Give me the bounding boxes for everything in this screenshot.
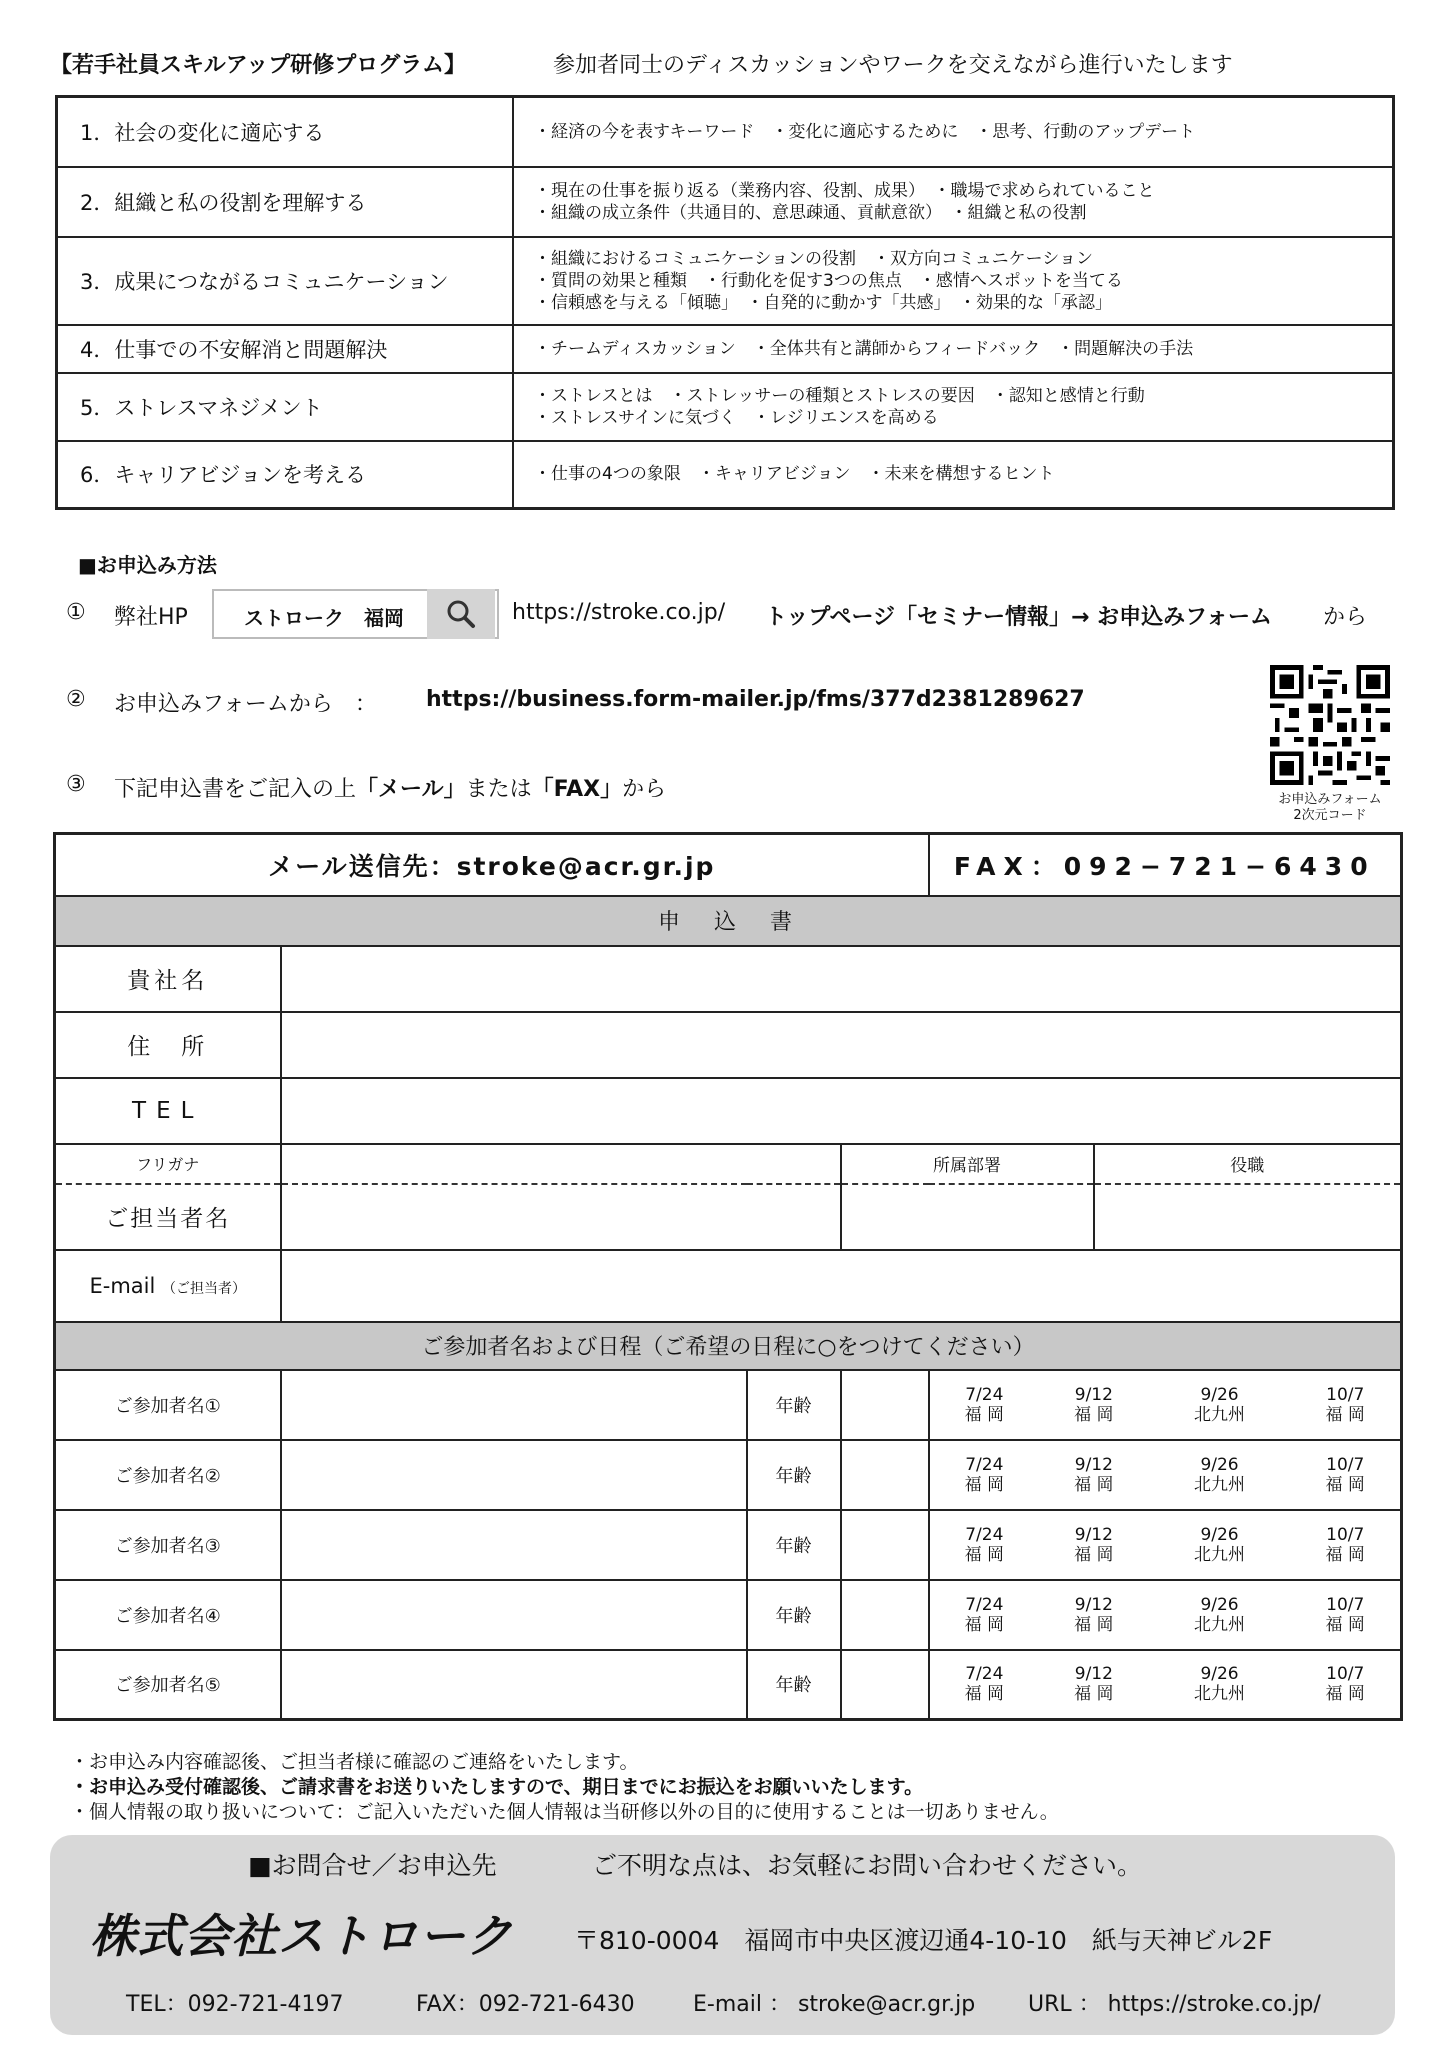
schedule-option[interactable]	[1149, 1664, 1291, 1704]
qr-caption-2: 2次元コード	[1293, 808, 1367, 823]
email-label	[55, 1250, 281, 1322]
schedule-option[interactable]	[1149, 1385, 1291, 1425]
schedule-date: 9/12	[1074, 1524, 1113, 1545]
schedule-options[interactable]	[929, 1580, 1402, 1650]
schedule-date: 7/24	[965, 1524, 1004, 1545]
detail-line: ・組織におけるコミュニケーションの役割 ・双方向コミュニケーション	[534, 248, 1093, 269]
tel-field[interactable]	[281, 1078, 1402, 1144]
age-field[interactable]	[841, 1580, 929, 1650]
contact-name-label: ご担当者名	[55, 1184, 281, 1250]
address-row	[55, 1012, 1402, 1078]
schedule-place: 福 岡	[1074, 1684, 1114, 1705]
participant-label: ご参加者名②	[55, 1440, 281, 1510]
hp-search-button[interactable]	[427, 589, 495, 639]
curriculum-details	[513, 237, 1394, 325]
email-label-text: E-mail	[89, 1273, 156, 1298]
schedule-option[interactable]	[1039, 1385, 1149, 1425]
participants-header: ご参加者名および日程（ご希望の日程に○をつけてください）	[55, 1322, 1402, 1370]
schedule-date: 7/24	[965, 1594, 1004, 1615]
furigana-row	[55, 1144, 1402, 1184]
schedule-place: 福 岡	[964, 1684, 1004, 1705]
detail-line: ・仕事の4つの象限 ・キャリアビジョン ・未来を構想するヒント	[534, 464, 1055, 485]
schedule-option[interactable]	[1039, 1664, 1149, 1704]
detail-line: ・組織の成立条件（共通目的、意思疎通、貢献意欲） ・組織と私の役割	[534, 202, 1087, 223]
schedule-place: 北九州	[1194, 1684, 1246, 1705]
form-contact-row	[55, 834, 1402, 896]
detail-line: ・ストレスサインに気づく ・レジリエンスを高める	[534, 407, 939, 428]
schedule-date: 7/24	[965, 1384, 1004, 1405]
schedule-date: 10/7	[1326, 1594, 1365, 1615]
step3-mail: 「メール」	[356, 777, 466, 802]
email-field[interactable]	[281, 1250, 1402, 1322]
schedule-place: 福 岡	[1325, 1404, 1365, 1425]
schedule-place: 北九州	[1194, 1614, 1246, 1635]
age-label: 年齢	[747, 1650, 841, 1720]
tel-row	[55, 1078, 1402, 1144]
furigana-label: フリガナ	[55, 1144, 281, 1184]
curriculum-row	[57, 237, 1394, 325]
curriculum-topic: 3．成果につながるコミュニケーション	[57, 237, 514, 325]
program-title: 【若手社員スキルアップ研修プログラム】	[50, 53, 467, 78]
schedule-place: 福 岡	[1074, 1614, 1114, 1635]
qr-caption	[1262, 792, 1398, 824]
footer-url[interactable]: URL ： https://stroke.co.jp/	[1028, 1992, 1321, 2017]
department-label: 所属部署	[841, 1144, 1094, 1184]
schedule-option[interactable]	[1149, 1525, 1291, 1565]
schedule-options[interactable]	[929, 1440, 1402, 1510]
participant-name-field[interactable]	[281, 1580, 747, 1650]
age-field[interactable]	[841, 1370, 929, 1440]
schedule-option[interactable]	[1290, 1455, 1400, 1495]
hp-path-tail: から	[1323, 605, 1368, 630]
schedule-option[interactable]	[1149, 1595, 1291, 1635]
schedule-date: 7/24	[965, 1664, 1004, 1685]
step1-label: 弊社HP	[114, 605, 188, 630]
schedule-option[interactable]	[930, 1595, 1040, 1635]
schedule-option[interactable]	[1149, 1455, 1291, 1495]
company-field[interactable]	[281, 946, 1402, 1012]
participants-header-row	[55, 1322, 1402, 1370]
curriculum-table	[55, 95, 1395, 510]
schedule-date: 10/7	[1326, 1454, 1365, 1475]
email-row	[55, 1250, 1402, 1322]
curriculum-details	[513, 373, 1394, 441]
age-label: 年齢	[747, 1580, 841, 1650]
schedule-option[interactable]	[930, 1525, 1040, 1565]
schedule-date: 9/26	[1200, 1454, 1239, 1475]
mail-to: メール送信先：stroke@acr.gr.jp	[55, 834, 929, 896]
schedule-option[interactable]	[1290, 1595, 1400, 1635]
step2-label: お申込みフォームから ：	[114, 692, 377, 717]
schedule-option[interactable]	[1039, 1525, 1149, 1565]
department-field[interactable]	[841, 1184, 1094, 1250]
step1-number: ①	[66, 600, 86, 625]
note-confirm: ・お申込み内容確認後、ご担当者様に確認のご連絡をいたします。	[70, 1751, 639, 1773]
form-url[interactable]: https://business.form-mailer.jp/fms/377d2381289627	[426, 687, 1085, 712]
participant-label: ご参加者名④	[55, 1580, 281, 1650]
curriculum-details	[513, 325, 1394, 373]
age-field[interactable]	[841, 1650, 929, 1720]
participant-row	[55, 1510, 1402, 1580]
schedule-option[interactable]	[1290, 1525, 1400, 1565]
schedule-date: 10/7	[1326, 1524, 1365, 1545]
curriculum-row	[57, 441, 1394, 509]
schedule-date: 10/7	[1326, 1664, 1365, 1685]
hp-search-text: ストローク 福岡	[244, 606, 404, 630]
company-label: 貴社名	[55, 946, 281, 1012]
schedule-place: 福 岡	[964, 1474, 1004, 1495]
schedule-place: 北九州	[1194, 1544, 1246, 1565]
schedule-place: 北九州	[1194, 1474, 1246, 1495]
address-label: 住 所	[55, 1012, 281, 1078]
schedule-options[interactable]	[929, 1650, 1402, 1720]
schedule-place: 福 岡	[964, 1544, 1004, 1565]
age-field[interactable]	[841, 1440, 929, 1510]
company-logo: 株式会社ストローク	[90, 1909, 513, 1963]
schedule-date: 9/26	[1200, 1384, 1239, 1405]
curriculum-row	[57, 167, 1394, 237]
participant-name-field[interactable]	[281, 1510, 747, 1580]
schedule-date: 9/26	[1200, 1524, 1239, 1545]
schedule-place: 福 岡	[964, 1614, 1004, 1635]
footer-fax: FAX：092-721-6430	[416, 1992, 635, 2017]
schedule-options[interactable]	[929, 1510, 1402, 1580]
schedule-date: 7/24	[965, 1454, 1004, 1475]
schedule-place: 福 岡	[1325, 1474, 1365, 1495]
schedule-place: 福 岡	[1074, 1404, 1114, 1425]
hp-url[interactable]: https://stroke.co.jp/	[512, 600, 726, 625]
step3-text	[114, 772, 666, 803]
detail-line: ・ストレスとは ・ストレッサーの種類とストレスの要因 ・認知と感情と行動	[534, 385, 1145, 406]
schedule-place: 福 岡	[1074, 1474, 1114, 1495]
hp-path: トップページ「セミナー情報」→ お申込みフォーム	[765, 605, 1273, 630]
curriculum-row	[57, 373, 1394, 441]
curriculum-details	[513, 167, 1394, 237]
curriculum-details	[513, 441, 1394, 509]
position-field[interactable]	[1094, 1184, 1402, 1250]
detail-line: ・経済の今を表すキーワード ・変化に適応するために ・思考、行動のアップデート	[534, 121, 1196, 142]
address-field[interactable]	[281, 1012, 1402, 1078]
schedule-option[interactable]	[930, 1664, 1040, 1704]
curriculum-topic: 5．ストレスマネジメント	[57, 373, 514, 441]
email-note: （ご担当者）	[162, 1280, 247, 1297]
fax-to: FAX：092−721−6430	[929, 834, 1402, 896]
participant-name-field[interactable]	[281, 1440, 747, 1510]
schedule-date: 9/12	[1074, 1594, 1113, 1615]
participant-row	[55, 1440, 1402, 1510]
schedule-date: 9/12	[1074, 1664, 1113, 1685]
company-row	[55, 946, 1402, 1012]
footer-address: 〒810-0004 福岡市中央区渡辺通4-10-10 紙与天神ビル2F	[574, 1926, 1273, 1955]
participant-label: ご参加者名③	[55, 1510, 281, 1580]
schedule-date: 9/26	[1200, 1664, 1239, 1685]
schedule-date: 9/12	[1074, 1454, 1113, 1475]
position-label: 役職	[1094, 1144, 1402, 1184]
step3-fax: 「FAX」	[531, 777, 623, 802]
step2-number: ②	[66, 687, 86, 712]
schedule-date: 9/12	[1074, 1384, 1113, 1405]
step3-mid: または	[465, 777, 532, 802]
search-icon	[427, 589, 495, 639]
schedule-place: 福 岡	[1325, 1614, 1365, 1635]
contact-row	[55, 1184, 1402, 1250]
age-label: 年齢	[747, 1440, 841, 1510]
participant-name-field[interactable]	[281, 1650, 747, 1720]
curriculum-topic: 2．組織と私の役割を理解する	[57, 167, 514, 237]
schedule-place: 福 岡	[964, 1404, 1004, 1425]
curriculum-topic: 4．仕事での不安解消と問題解決	[57, 325, 514, 373]
schedule-option[interactable]	[1290, 1664, 1400, 1704]
schedule-options[interactable]	[929, 1370, 1402, 1440]
footer-heading: ■お問合せ／お申込先	[248, 1851, 497, 1880]
detail-line: ・現在の仕事を振り返る（業務内容、役割、成果） ・職場で求められていること	[534, 180, 1155, 201]
furigana-field[interactable]	[281, 1144, 841, 1184]
schedule-date: 9/26	[1200, 1594, 1239, 1615]
schedule-place: 福 岡	[1074, 1544, 1114, 1565]
detail-line: ・質問の効果と種類 ・行動化を促す3つの焦点 ・感情へスポットを当てる	[534, 270, 1123, 291]
footer-heading-sub: ご不明な点は、お気軽にお問い合わせください。	[592, 1851, 1143, 1880]
note-invoice: ・お申込み受付確認後、ご請求書をお送りいたしますので、期日までにお振込をお願いいたします。	[70, 1776, 924, 1798]
participant-row	[55, 1370, 1402, 1440]
contact-name-field[interactable]	[281, 1184, 841, 1250]
schedule-date: 10/7	[1326, 1384, 1365, 1405]
tel-label: TEL	[55, 1078, 281, 1144]
curriculum-topic: 6．キャリアビジョンを考える	[57, 441, 514, 509]
schedule-option[interactable]	[1039, 1455, 1149, 1495]
qr-caption-1: お申込みフォーム	[1278, 792, 1382, 807]
schedule-option[interactable]	[1290, 1385, 1400, 1425]
footer-tel: TEL：092-721-4197	[126, 1992, 344, 2017]
schedule-option[interactable]	[930, 1385, 1040, 1425]
apply-heading: ■お申込み方法	[78, 553, 217, 577]
step3-number: ③	[66, 772, 86, 797]
detail-line: ・信頼感を与える「傾聴」 ・自発的に動かす「共感」 ・効果的な「承認」	[534, 292, 1112, 313]
program-subtitle: 参加者同士のディスカッションやワークを交えながら進行いたします	[553, 53, 1233, 78]
participant-row	[55, 1650, 1402, 1720]
participant-label: ご参加者名①	[55, 1370, 281, 1440]
qr-code-icon[interactable]	[1270, 665, 1390, 789]
form-title: 申 込 書	[55, 896, 1402, 946]
curriculum-row	[57, 325, 1394, 373]
schedule-place: 北九州	[1194, 1404, 1246, 1425]
participant-label: ご参加者名⑤	[55, 1650, 281, 1720]
detail-line: ・チームディスカッション ・全体共有と講師からフィードバック ・問題解決の手法	[534, 338, 1194, 359]
participant-row	[55, 1580, 1402, 1650]
schedule-option[interactable]	[930, 1455, 1040, 1495]
schedule-place: 福 岡	[1325, 1544, 1365, 1565]
note-privacy: ・個人情報の取り扱いについて：ご記入いただいた個人情報は当研修以外の目的に使用することは一切ありません。	[70, 1801, 1059, 1823]
age-label: 年齢	[747, 1370, 841, 1440]
schedule-place: 福 岡	[1325, 1684, 1365, 1705]
age-field[interactable]	[841, 1510, 929, 1580]
curriculum-details	[513, 97, 1394, 167]
curriculum-row	[57, 97, 1394, 167]
schedule-option[interactable]	[1039, 1595, 1149, 1635]
form-title-row	[55, 896, 1402, 946]
participant-name-field[interactable]	[281, 1370, 747, 1440]
age-label: 年齢	[747, 1510, 841, 1580]
footer-email[interactable]: E-mail ： stroke@acr.gr.jp	[693, 1992, 976, 2017]
step3-pre: 下記申込書をご記入の上	[114, 777, 357, 802]
application-form	[53, 832, 1403, 1721]
step3-post: から	[622, 777, 667, 802]
curriculum-topic: 1．社会の変化に適応する	[57, 97, 514, 167]
